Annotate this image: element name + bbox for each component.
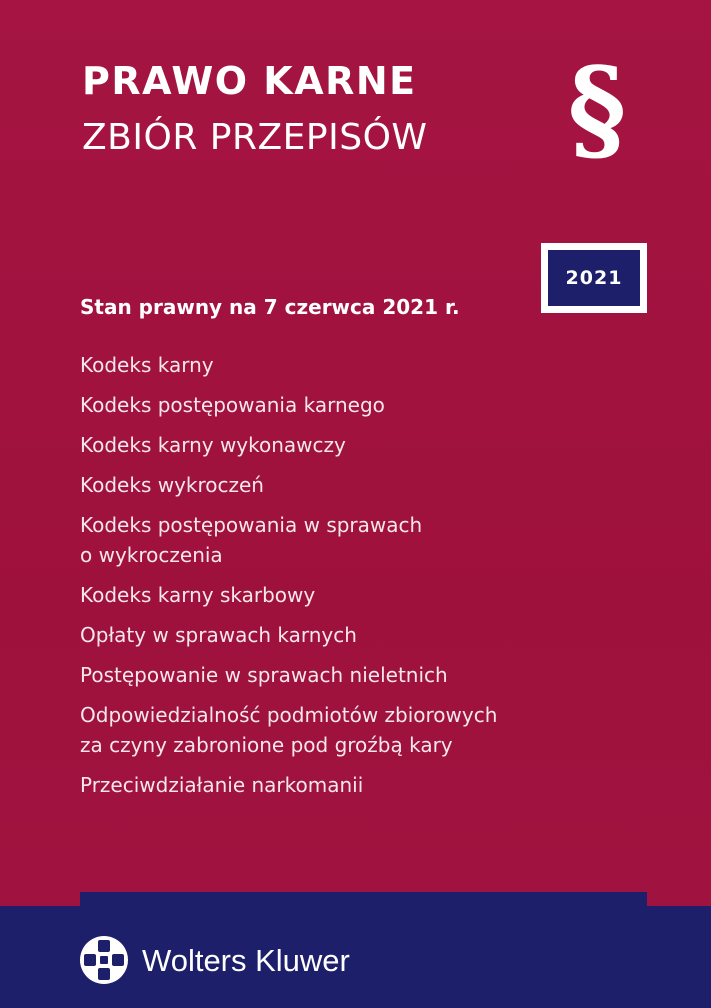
contents-list <box>80 350 640 810</box>
contents-item: Kodeks postępowania karnego <box>80 393 385 417</box>
contents-item: Opłaty w sprawach karnych <box>80 623 357 647</box>
year-badge-label: 2021 <box>548 250 640 306</box>
footer-band <box>0 892 711 1008</box>
year-badge <box>541 243 647 313</box>
publisher-name: Wolters Kluwer <box>142 942 350 978</box>
cover-subtitle: ZBIÓR PRZEPISÓW <box>82 117 428 158</box>
contents-item: Kodeks karny wykonawczy <box>80 433 346 457</box>
section-sign-icon: § <box>567 44 627 175</box>
legal-state-date: Stan prawny na 7 czerwca 2021 r. <box>80 295 460 319</box>
cover-title: PRAWO KARNE <box>82 59 417 103</box>
contents-item: Postępowanie w sprawach nieletnich <box>80 663 448 687</box>
contents-item: Kodeks karny skarbowy <box>80 583 316 607</box>
contents-item: Kodeks karny <box>80 353 214 377</box>
contents-item: Odpowiedzialność podmiotów zbiorowych za czyny zabronione pod groźbą kary <box>80 703 498 757</box>
footer-main <box>0 906 711 1008</box>
contents-item: Kodeks wykroczeń <box>80 473 264 497</box>
publisher-brand <box>78 934 350 986</box>
wolters-kluwer-logo-icon <box>78 934 130 986</box>
contents-item: Przeciwdziałanie narkomanii <box>80 773 364 797</box>
contents-item: Kodeks postępowania w sprawach o wykroczenia <box>80 513 423 567</box>
